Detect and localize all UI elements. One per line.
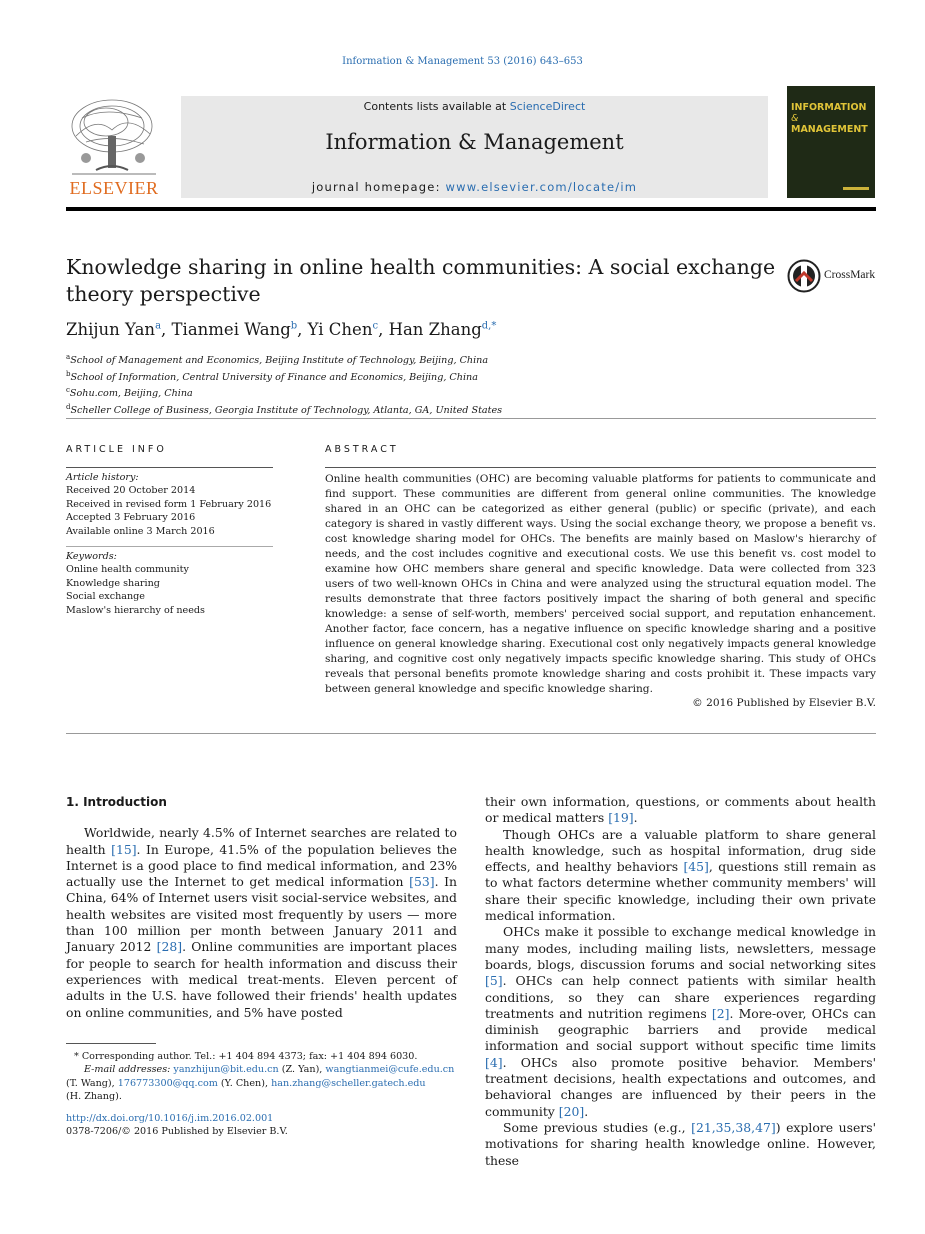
citation-link[interactable]: [15]: [111, 841, 137, 857]
abstract-section: [325, 444, 876, 709]
body-right-column: [485, 794, 876, 1169]
email-owner: (T. Wang),: [66, 1077, 118, 1089]
affiliations: [66, 351, 502, 417]
keyword-item: Online health community: [66, 564, 189, 576]
email-link[interactable]: yanzhijun@bit.edu.cn: [173, 1064, 279, 1076]
email-owner: (Z. Yan),: [278, 1064, 326, 1076]
affiliation-item: [66, 401, 502, 418]
paragraph-text: Though OHCs are a valuable platform to share general health knowledge, such as hospital information, drug side effects, and healthy behaviors: [485, 826, 876, 875]
author-affiliation-mark[interactable]: d,*: [481, 320, 497, 332]
body-paragraph: [485, 1120, 876, 1169]
email-owner: (H. Zhang).: [66, 1091, 122, 1103]
cover-title-line3: MANAGEMENT: [791, 124, 868, 135]
footnote-rule: [66, 1043, 156, 1044]
citation-link[interactable]: [20]: [558, 1103, 585, 1119]
affiliation-item: [66, 351, 502, 368]
contents-prefix: Contents lists available at: [363, 100, 510, 113]
paragraph-text: .: [633, 810, 638, 826]
affiliation-text: Scheller College of Business, Georgia Institute of Technology, Atlanta, GA, United States: [70, 404, 503, 416]
homepage-line: [181, 180, 768, 194]
abstract-text: Online health communities (OHC) are becoming valuable platforms for patients to communicate and find support. These communities are different from general online communities. The knowledge shared in an OHC can be categorized as either general (public) or specific (private), and each category is shared in vastly different ways. Using the social exchange theory, we propose a benefit vs. cost knowledge sharing model for OHCs. The benefits are mainly based on Maslow's hierarchy of needs, and the cost includes cognitive and executional costs. We use this benefit vs. cost model to examine how OHC members share general and specific knowledge. Data were collected from 323 users of two well-known OHCs in China and were analyzed using the structural equation model. The results demonstrate that three factors positively impact the sharing of both general and specific knowledge: a sense of self-worth, members' perceived social support, and reputation enhancement. Another factor, face concern, has a negative influence on specific knowledge sharing and a positive influence on general knowledge sharing. Executional cost only negatively impacts general knowledge sharing, and cognitive cost only negatively impacts specific knowledge sharing. This study of OHCs reveals that personal benefits promote knowledge sharing and costs prohibit it. These impacts vary between general knowledge and specific knowledge sharing.: [325, 473, 876, 695]
author-name: Zhijun Yan: [66, 320, 156, 339]
copyright-notice: © 2016 Published by Elsevier B.V.: [692, 697, 876, 709]
affiliation-mark: c: [66, 386, 70, 395]
paragraph-text: , questions still remain as to what factors determine whether community members' will share their specific knowledge, including their own private medical information.: [485, 859, 876, 924]
affiliation-text: School of Information, Central University of Finance and Economics, Beijing, China: [70, 371, 478, 383]
keyword-item: Social exchange: [66, 591, 145, 603]
section-heading: 1. Introduction: [66, 795, 167, 809]
citation-link[interactable]: [19]: [608, 810, 634, 826]
paragraph-text: . In China, 64% of Internet users visit social-service websites, and health websites are visited most frequently by users — more than 100 million per month between January 2011 and January 2012: [66, 874, 457, 955]
email-owner: (Y. Chen),: [217, 1077, 272, 1089]
body-paragraph: [485, 794, 876, 827]
history-item: Accepted 3 February 2016: [66, 512, 196, 524]
divider: [66, 546, 273, 547]
article-title: Knowledge sharing in online health communities: A social exchange theory perspective: [66, 255, 776, 306]
paragraph-text: .: [584, 1103, 589, 1119]
article-info-heading: ARTICLE INFO: [66, 444, 167, 455]
affiliation-item: [66, 368, 502, 385]
citation-link[interactable]: [45]: [683, 859, 709, 875]
affiliation-mark: d: [66, 402, 71, 411]
paragraph-text: OHCs make it possible to exchange medical knowledge in many modes, including mailing lists, newsletters, message boards, blogs, discussion forums and social networking sites: [485, 924, 876, 972]
email-line: [66, 1090, 457, 1103]
body-paragraph: [485, 924, 876, 1120]
history-item: Received 20 October 2014: [66, 485, 196, 497]
crossmark-badge[interactable]: [787, 259, 877, 293]
divider: [66, 733, 876, 734]
journal-title: Information & Management: [325, 130, 624, 154]
paragraph-text: . More-over, OHCs can diminish geographic barriers and provide medical information and social support without specific time limits: [485, 1005, 876, 1054]
author-list: Zhijun Yan$^a$, Tianmei Wang$^b$, Yi Chen$^c$, Han Zhang$^{d,*}$: [66, 320, 497, 339]
header-rule: [66, 207, 876, 211]
contents-line: [181, 100, 768, 113]
citation-link[interactable]: [28]: [156, 939, 183, 955]
divider: [66, 418, 876, 419]
email-link[interactable]: han.zhang@scheller.gatech.edu: [271, 1077, 426, 1089]
paragraph-text: . OHCs also promote positive behavior. Members' treatment decisions, health expectations and outcomes, and behavioral changes are influenced by their peers in the community: [485, 1054, 876, 1119]
journal-citation[interactable]: Information & Management 53 (2016) 643–653: [342, 56, 583, 67]
keyword-item: Knowledge sharing: [66, 577, 160, 589]
divider: [66, 467, 273, 468]
elsevier-tree-icon: [66, 96, 162, 176]
history-item: Received in revised form 1 February 2016: [66, 498, 272, 510]
paragraph-text: ) explore users' motivations for sharing health knowledge online. However, these: [485, 1119, 876, 1168]
paragraph-text: . Online communities are important places for people to search for health information and discuss their experiences with medical treat-ments. Eleven percent of adults in the U.S. have followed their friends' health updates on online communities, and 5% have posted: [66, 939, 457, 1020]
paragraph-text: Some previous studies (e.g.,: [503, 1119, 692, 1135]
email-label: E-mail addresses:: [84, 1064, 174, 1076]
doi-line: [66, 1112, 457, 1125]
keywords: [66, 550, 273, 617]
journal-banner: [181, 96, 768, 198]
affiliation-mark: b: [66, 369, 71, 378]
affiliation-item: [66, 384, 502, 401]
email-link[interactable]: 176773300@qq.com: [117, 1077, 218, 1089]
citation-link[interactable]: [21,35,38,47]: [691, 1119, 776, 1135]
homepage-prefix: journal homepage:: [311, 180, 446, 194]
author-affiliation-mark[interactable]: c: [372, 320, 379, 332]
history-item: Available online 3 March 2016: [66, 525, 215, 537]
article-info: [66, 444, 273, 617]
publisher-name: ELSEVIER: [69, 178, 159, 198]
homepage-link[interactable]: www.elsevier.com/locate/im: [445, 180, 638, 194]
author-name: Yi Chen: [307, 320, 373, 339]
crossmark-label: CrossMark: [824, 269, 876, 281]
footnotes: [66, 1050, 457, 1138]
crossmark-icon: [787, 259, 821, 293]
body-paragraph: [66, 825, 457, 1021]
paragraph-text: their own information, questions, or comments about health or medical matters: [485, 794, 876, 826]
affiliation-text: School of Management and Economics, Beijing Institute of Technology, Beijing, China: [70, 355, 489, 367]
keyword-item: Maslow's hierarchy of needs: [66, 604, 205, 616]
sciencedirect-link[interactable]: ScienceDirect: [509, 100, 586, 113]
body-left-column: [66, 794, 457, 1021]
corresponding-author-note: * Corresponding author. Tel.: +1 404 894 4373; fax: +1 404 894 6030.: [74, 1051, 418, 1062]
body-paragraph: [485, 827, 876, 925]
paragraph-text: . In Europe, 41.5% of the population believes the Internet is a good place to find medical information, and 23% actually use the Internet to get medical information: [66, 841, 457, 890]
author-affiliation-mark[interactable]: b: [290, 320, 298, 332]
divider: [325, 467, 876, 468]
keywords-label: Keywords:: [66, 551, 117, 563]
paragraph-text: Worldwide, nearly 4.5% of Internet searches are related to health: [66, 825, 457, 857]
article-history: [66, 471, 273, 538]
elsevier-logo: [66, 96, 162, 200]
citation-link[interactable]: [53]: [409, 874, 435, 890]
doi-link[interactable]: http://dx.doi.org/10.1016/j.im.2016.02.001: [66, 1112, 274, 1124]
cover-title-line2: &: [791, 113, 799, 124]
citation-link[interactable]: [2]: [711, 1005, 730, 1021]
email-link[interactable]: wangtianmei@cufe.edu.cn: [325, 1064, 455, 1076]
paragraph-text: . OHCs can help connect patients with similar health conditions, so they can share experiences regarding treatments and nutrition regimens: [485, 973, 876, 1021]
author-name: Tianmei Wang: [171, 320, 291, 339]
citation-link[interactable]: [4]: [485, 1054, 503, 1070]
cover-title-line1: INFORMATION: [791, 102, 867, 113]
abstract-heading: ABSTRACT: [325, 444, 399, 455]
affiliation-text: Sohu.com, Beijing, China: [69, 388, 193, 400]
email-line: [66, 1077, 457, 1090]
journal-cover-image[interactable]: [787, 86, 875, 198]
cover-decoration: [843, 187, 869, 190]
affiliation-mark: a: [66, 353, 71, 361]
citation-link[interactable]: [5]: [485, 973, 503, 989]
email-line: [66, 1063, 457, 1076]
author-affiliation-mark[interactable]: a: [155, 320, 162, 332]
issn-line: 0378-7206/© 2016 Published by Elsevier B.V.: [66, 1126, 288, 1138]
history-label: Article history:: [66, 472, 139, 483]
author-name: Han Zhang: [388, 320, 482, 339]
